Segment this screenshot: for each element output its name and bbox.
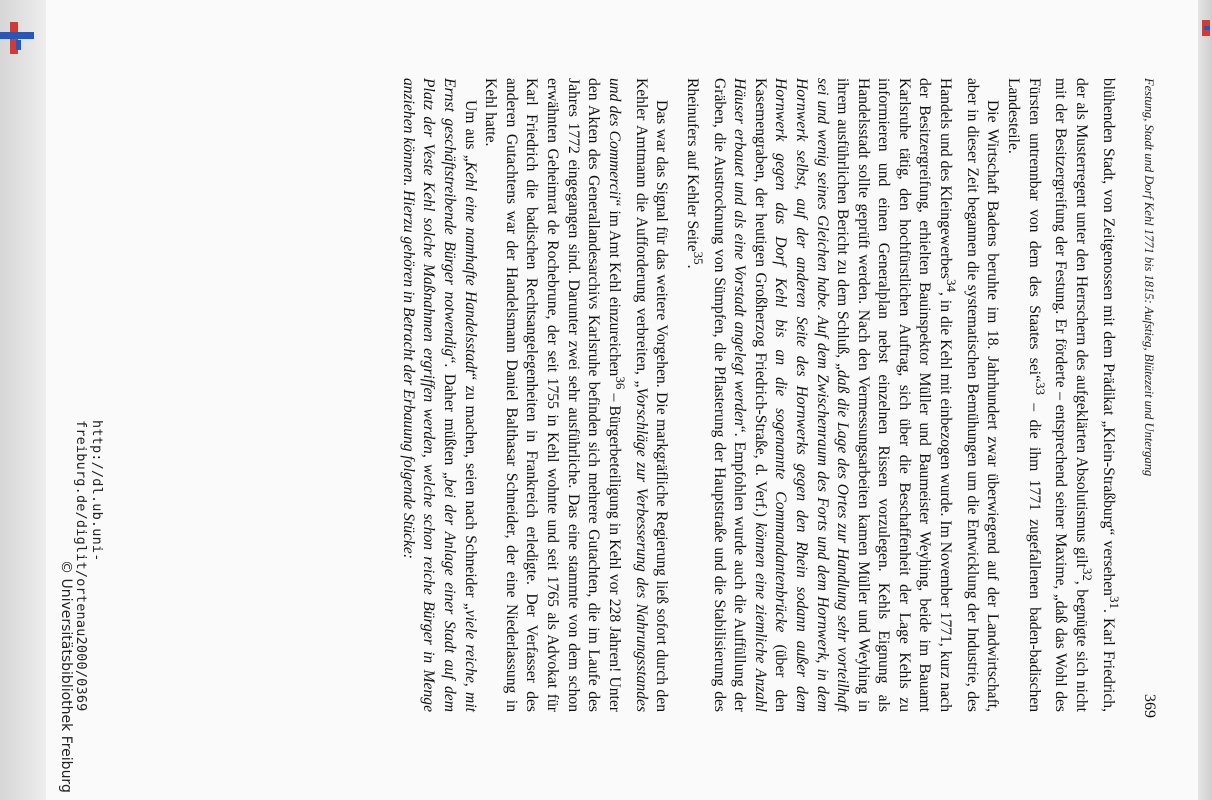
color-calibration-mark: [0, 32, 34, 39]
color-calibration-mark: [16, 40, 21, 50]
paragraph: Das war das Signal für das weitere Vorgehen. Die markgräfliche Regierung ließ sofort durch den Kehler Amtmann die Aufforderung verbreiten, „Vorschläge zur Verbesserung des Nahrungsstandes und des Commercii“ im Amt Kehl einzureichen$^{36}$ – Bürgerbeteiligung in Kehl vor 228 Jahren! Unter den Akten des Generallandesarchivs Karlsruhe befinden sich mehrere Gutachten, die im Laufe des Jahres 1772 eingegangen sind. Darunter zwei sehr ausführliche. Das eine stammte von dem schon erwähnten Geheimrat de Rochebrune, der seit 1755 in Kehl wohnte und seit 1765 als Advokat für Karl Friedrich die badischen Rechtsangelegenheiten in Frankreich erledigte. Der Verfasser des anderen Gutachtens war der Handelsmann Daniel Balthasar Schneider, der eine Niederlassung in Kehl hatte.: [482, 78, 671, 713]
paragraph: Die Wirtschaft Badens beruhte im 18. Jahrhundert zwar überwiegend auf der Landwirtschaft, aber in dieser Zeit begannen die systematischen Bemühungen um die Entwicklung der Industrie, des Handels und des Kleingewerbes$^{34}$, in die Kehl mit einbezogen wurde. Im November 1771, kurz nach der Besitzergreifung, erhielten Bauinspektor Müller und Baumeister Weyhing, beide im Bauamt Karlsruhe tätig, den hochfürstlichen Auftrag, sich über die Beschaffenheit der Lage Kehls zu informieren und einen Generalplan nebst einzelnen Rissen vorzulegen. Kehls Eignung als Handelsstadt sollte geprüft werden. Nach den Vermessungsarbeiten kamen Müller und Weyhing in ihrem ausführlichen Bericht zu dem Schluß, „daß die Lage des Ortes zur Handlung sehr vorteilhaft sei und wenig seines Gleichen habe. Auf dem Zwischenraum des Forts und dem Hornwerk, in dem Hornwerk selbst, auf der anderen Seite des Hornwerks gegen den Rhein sodann außer dem Hornwerk gegen das Dorf Kehl bis an die sogenannte Commandantenbrücke (über den Kasemengraben, der heutigen Großherzog Friedrich-Straße, d. Verf.) können eine ziemliche Anzahl Häuser erbauet und als eine Vorstadt angelegt werden“. Empfohlen wurde auch die Auffüllung der Gräben, die Austrocknung von Sümpfen, die Pflasterung der Hauptstraße und die Stabilisierung des Rheinufers auf Kehler Seite$^{35}$.: [683, 78, 1002, 712]
scan-margin-right: [1198, 0, 1212, 800]
source-url[interactable]: http://dl.ub.uni-freiburg.de/diglit/ortenau2000/0369: [73, 420, 105, 712]
scan-margin-left: [0, 0, 46, 800]
scanned-page: [46, 0, 1198, 800]
paragraph: blühenden Stadt, von Zeitgenossen mit dem Prädikat „Klein-Straßburg“ versehen$^{31}$. Karl Friedrich, der als Musterregent unter den Herrschern des aufgeklärten Absolutismus gilt$^{32}$, begnügte sich nicht mit der Besitzergreifung der Festung. Er förderte – entsprechend seiner Maxime, „daß das Wohl des Fürsten untrennbar von dem des Staates sei“$^{33}$ – die ihm 1771 zugefallenen baden-badischen Landesteile.: [1005, 78, 1122, 713]
copyright-notice: © Universitätsbibliothek Freiburg: [58, 560, 74, 793]
running-title: Festung, Stadt und Dorf Kehl 1771 bis 1815: Aufstieg, Blütezeit und Untergang: [1142, 78, 1156, 477]
paragraph: Um aus „Kehl eine namhafte Handelsstadt“ zu machen, seien nach Schneider „viele reiche, mit Ernst geschäftstreibende Bürger notwendig“. Daher müßten „bei der Anlage einer Stadt auf dem Platz der Veste Kehl solche Maßnahmen ergriffen werden, welche schon reiche Bürger in Menge anziehen können. Hierzu gehören in Betracht der Erbauung folgende Stücke:: [399, 78, 479, 712]
body-text: [397, 78, 1124, 712]
rotated-page-content: [46, 0, 1198, 800]
page-number: 369: [1141, 694, 1158, 718]
running-header: [1140, 78, 1158, 718]
color-calibration-mark: [1204, 26, 1210, 30]
